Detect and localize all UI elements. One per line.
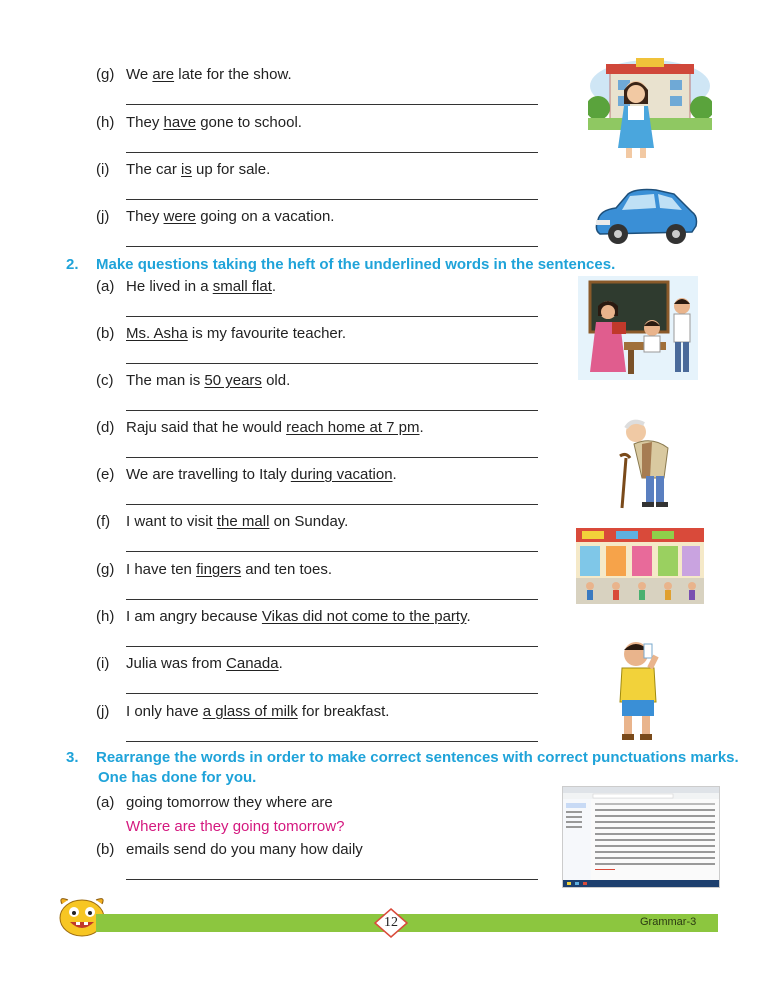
section3-heading-note: One has done for you. xyxy=(98,769,257,786)
sentence: Raju said that he would reach home at 7 pm. xyxy=(126,419,424,436)
item-label: (g) xyxy=(96,561,115,578)
answer-line[interactable] xyxy=(126,152,538,153)
underlined-word: during vacation xyxy=(290,466,393,483)
answer-line[interactable] xyxy=(126,246,538,247)
item-label: (j) xyxy=(96,208,110,225)
section2-heading: Make questions taking the heft of the underlined words in the sentences. xyxy=(96,256,616,273)
underlined-word: a glass of milk xyxy=(202,703,298,720)
item-label: (b) xyxy=(96,325,115,342)
answer-line[interactable] xyxy=(126,646,538,647)
item-label: (d) xyxy=(96,419,115,436)
sentence: Julia was from Canada. xyxy=(126,655,283,672)
underlined-word: reach home at 7 pm xyxy=(286,419,420,436)
answer-line[interactable] xyxy=(126,316,538,317)
answer-line[interactable] xyxy=(126,599,538,600)
item-label: (g) xyxy=(96,66,115,83)
underlined-word: were xyxy=(163,208,197,225)
old-man-illustration xyxy=(612,418,686,510)
answer-line[interactable] xyxy=(126,741,538,742)
email-inbox-illustration xyxy=(562,786,720,888)
answer-line[interactable] xyxy=(126,693,538,694)
school-girl-illustration xyxy=(588,56,712,160)
answer-line[interactable] xyxy=(126,199,538,200)
section3-number: 3. xyxy=(66,749,79,766)
jumbled-words: going tomorrow they where are xyxy=(126,794,333,811)
item-label: (h) xyxy=(96,608,115,625)
item-label: (f) xyxy=(96,513,111,530)
page-number: 12 xyxy=(384,915,398,930)
underlined-word: are xyxy=(152,66,175,83)
answer-line[interactable] xyxy=(126,879,538,880)
jumbled-words: emails send do you many how daily xyxy=(126,841,363,858)
sentence: I want to visit the mall on Sunday. xyxy=(126,513,349,530)
book-title: Grammar-3 xyxy=(640,916,697,928)
answer-line[interactable] xyxy=(126,410,538,411)
answer-line[interactable] xyxy=(126,104,538,105)
sentence: We are travelling to Italy during vacation. xyxy=(126,466,397,483)
underlined-word: have xyxy=(163,114,197,131)
section3-heading: Rearrange the words in order to make correct sentences with correct punctuations marks. xyxy=(96,749,739,766)
sentence: I have ten fingers and ten toes. xyxy=(126,561,332,578)
underlined-word: Ms. Asha xyxy=(126,325,188,342)
item-label: (c) xyxy=(96,372,114,389)
boy-drinking-milk-illustration xyxy=(610,638,668,742)
page-number-badge xyxy=(374,908,408,938)
answer-line[interactable] xyxy=(126,457,538,458)
underlined-word: small flat xyxy=(212,278,272,295)
item-label: (j) xyxy=(96,703,110,720)
sentence: Ms. Asha is my favourite teacher. xyxy=(126,325,347,342)
item-label: (a) xyxy=(96,794,115,811)
sentence: They have gone to school. xyxy=(126,114,302,131)
sentence: I only have a glass of milk for breakfast. xyxy=(126,703,390,720)
item-label: (i) xyxy=(96,655,110,672)
sentence: He lived in a small flat. xyxy=(126,278,277,295)
sentence: They were going on a vacation. xyxy=(126,208,335,225)
underlined-word: Canada xyxy=(226,655,279,672)
section2-number: 2. xyxy=(66,256,79,273)
item-label: (e) xyxy=(96,466,115,483)
blue-car-illustration xyxy=(592,186,700,248)
underlined-word: Vikas did not come to the party xyxy=(261,608,467,625)
answer-line[interactable] xyxy=(126,504,538,505)
sentence: We are late for the show. xyxy=(126,66,292,83)
classroom-teacher-illustration xyxy=(578,276,698,380)
sentence: The man is 50 years old. xyxy=(126,372,291,389)
sentence: The car is up for sale. xyxy=(126,161,271,178)
example-answer: Where are they going tomorrow? xyxy=(126,818,345,835)
answer-line[interactable] xyxy=(126,363,538,364)
item-label: (i) xyxy=(96,161,110,178)
answer-line[interactable] xyxy=(126,551,538,552)
sentence: I am angry because Vikas did not come to the party. xyxy=(126,608,471,625)
underlined-word: fingers xyxy=(196,561,242,578)
underlined-word: is xyxy=(181,161,192,178)
underlined-word: the mall xyxy=(216,513,270,530)
item-label: (b) xyxy=(96,841,115,858)
shopping-mall-illustration xyxy=(576,528,704,604)
underlined-word: 50 years xyxy=(204,372,262,389)
item-label: (h) xyxy=(96,114,115,131)
item-label: (a) xyxy=(96,278,115,295)
